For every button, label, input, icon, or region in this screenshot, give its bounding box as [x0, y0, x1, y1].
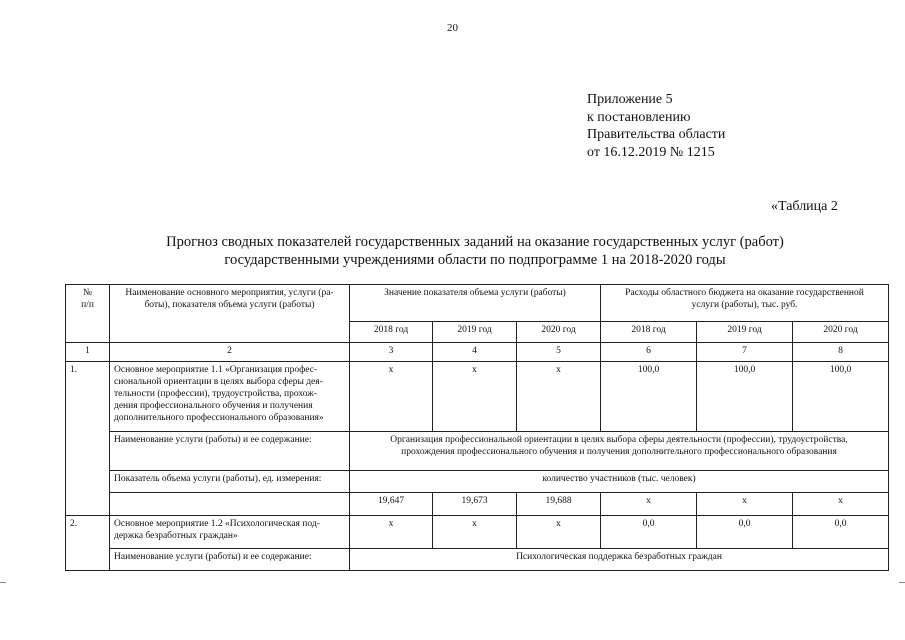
- header-budget: Расходы областного бюджета на оказание государственной услуги (работы), тыс. руб.: [601, 285, 889, 322]
- value-cell: х: [517, 362, 601, 432]
- col-number: 1: [66, 343, 110, 362]
- value-cell: 19,673: [433, 493, 517, 516]
- col-number: 4: [433, 343, 517, 362]
- value-cell: 100,0: [793, 362, 889, 432]
- column-numbers-row: [66, 343, 889, 362]
- table-label: «Таблица 2: [771, 199, 838, 214]
- table-row: [66, 471, 889, 493]
- row-label: Наименование услуги (работы) и ее содержание:: [110, 549, 350, 571]
- year-cell: 2019 год: [697, 322, 793, 343]
- year-cell: 2019 год: [433, 322, 517, 343]
- forecast-table: [65, 284, 889, 571]
- col-number: 3: [350, 343, 433, 362]
- row-content: Организация профессиональной ориентации в целях выбора сферы деятельности (профессии), трудоустройства, прохождения профессионального обучения и получения дополнительного профессионального образования: [350, 432, 889, 471]
- title-line-1: Прогноз сводных показателей государственных заданий на оказание государственных услуг (работ): [166, 234, 784, 250]
- value-cell: х: [350, 516, 433, 549]
- appendix-block: [587, 91, 725, 161]
- year-cell: 2020 год: [517, 322, 601, 343]
- col-number: 7: [697, 343, 793, 362]
- year-cell: 2018 год: [350, 322, 433, 343]
- value-cell: 100,0: [697, 362, 793, 432]
- table-row: [66, 493, 889, 516]
- table-row: [66, 432, 889, 471]
- value-cell: х: [793, 493, 889, 516]
- value-cell: х: [697, 493, 793, 516]
- value-cell: 19,647: [350, 493, 433, 516]
- page-number: 20: [447, 22, 458, 34]
- page-edge-mark-right: [899, 582, 905, 583]
- col-number: 6: [601, 343, 697, 362]
- document-title: [90, 233, 860, 269]
- row-label: Наименование услуги (работы) и ее содержание:: [110, 432, 350, 471]
- page-edge-mark-left: [0, 582, 6, 583]
- row-name: [110, 493, 350, 516]
- table-row: [66, 362, 889, 432]
- col-number: 8: [793, 343, 889, 362]
- year-cell: 2020 год: [793, 322, 889, 343]
- row-content: количество участников (тыс. человек): [350, 471, 889, 493]
- header-volume: Значение показателя объема услуги (работы): [350, 285, 601, 322]
- appendix-line-4: от 16.12.2019 № 1215: [587, 144, 715, 160]
- value-cell: х: [601, 493, 697, 516]
- row-label: Показатель объема услуги (работы), ед. измерения:: [110, 471, 350, 493]
- year-cell: 2018 год: [601, 322, 697, 343]
- value-cell: х: [517, 516, 601, 549]
- table-row: [66, 549, 889, 571]
- row-num: 1.: [66, 362, 110, 516]
- value-cell: х: [433, 362, 517, 432]
- table-row: [66, 516, 889, 549]
- row-name: Основное мероприятие 1.1 «Организация профес- сиональной ориентации в целях выбора сферы дея- тельности (профессии), трудоустройства, прохож- дения профессионального обучения и получения дополнительного профессионального образования»: [110, 362, 350, 432]
- value-cell: х: [350, 362, 433, 432]
- row-content: Психологическая поддержка безработных граждан: [350, 549, 889, 571]
- row-num: 2.: [66, 516, 110, 571]
- appendix-line-1: Приложение 5: [587, 92, 673, 107]
- col-number: 5: [517, 343, 601, 362]
- col-number: 2: [110, 343, 350, 362]
- row-name: Основное мероприятие 1.2 «Психологическая под- держка безработных граждан»: [110, 516, 350, 549]
- title-line-2: государственными учреждениями области по подпрограмме 1 на 2018-2020 годы: [224, 252, 726, 268]
- value-cell: 0,0: [793, 516, 889, 549]
- appendix-line-3: Правительства области: [587, 127, 726, 142]
- header-row: [66, 285, 889, 322]
- value-cell: 0,0: [697, 516, 793, 549]
- value-cell: 100,0: [601, 362, 697, 432]
- value-cell: 0,0: [601, 516, 697, 549]
- header-num: № п/п: [66, 285, 110, 343]
- header-name: Наименование основного мероприятия, услуги (ра- боты), показателя объема услуги (работы): [110, 285, 350, 343]
- value-cell: х: [433, 516, 517, 549]
- value-cell: 19,688: [517, 493, 601, 516]
- appendix-line-2: к постановлению: [587, 109, 691, 125]
